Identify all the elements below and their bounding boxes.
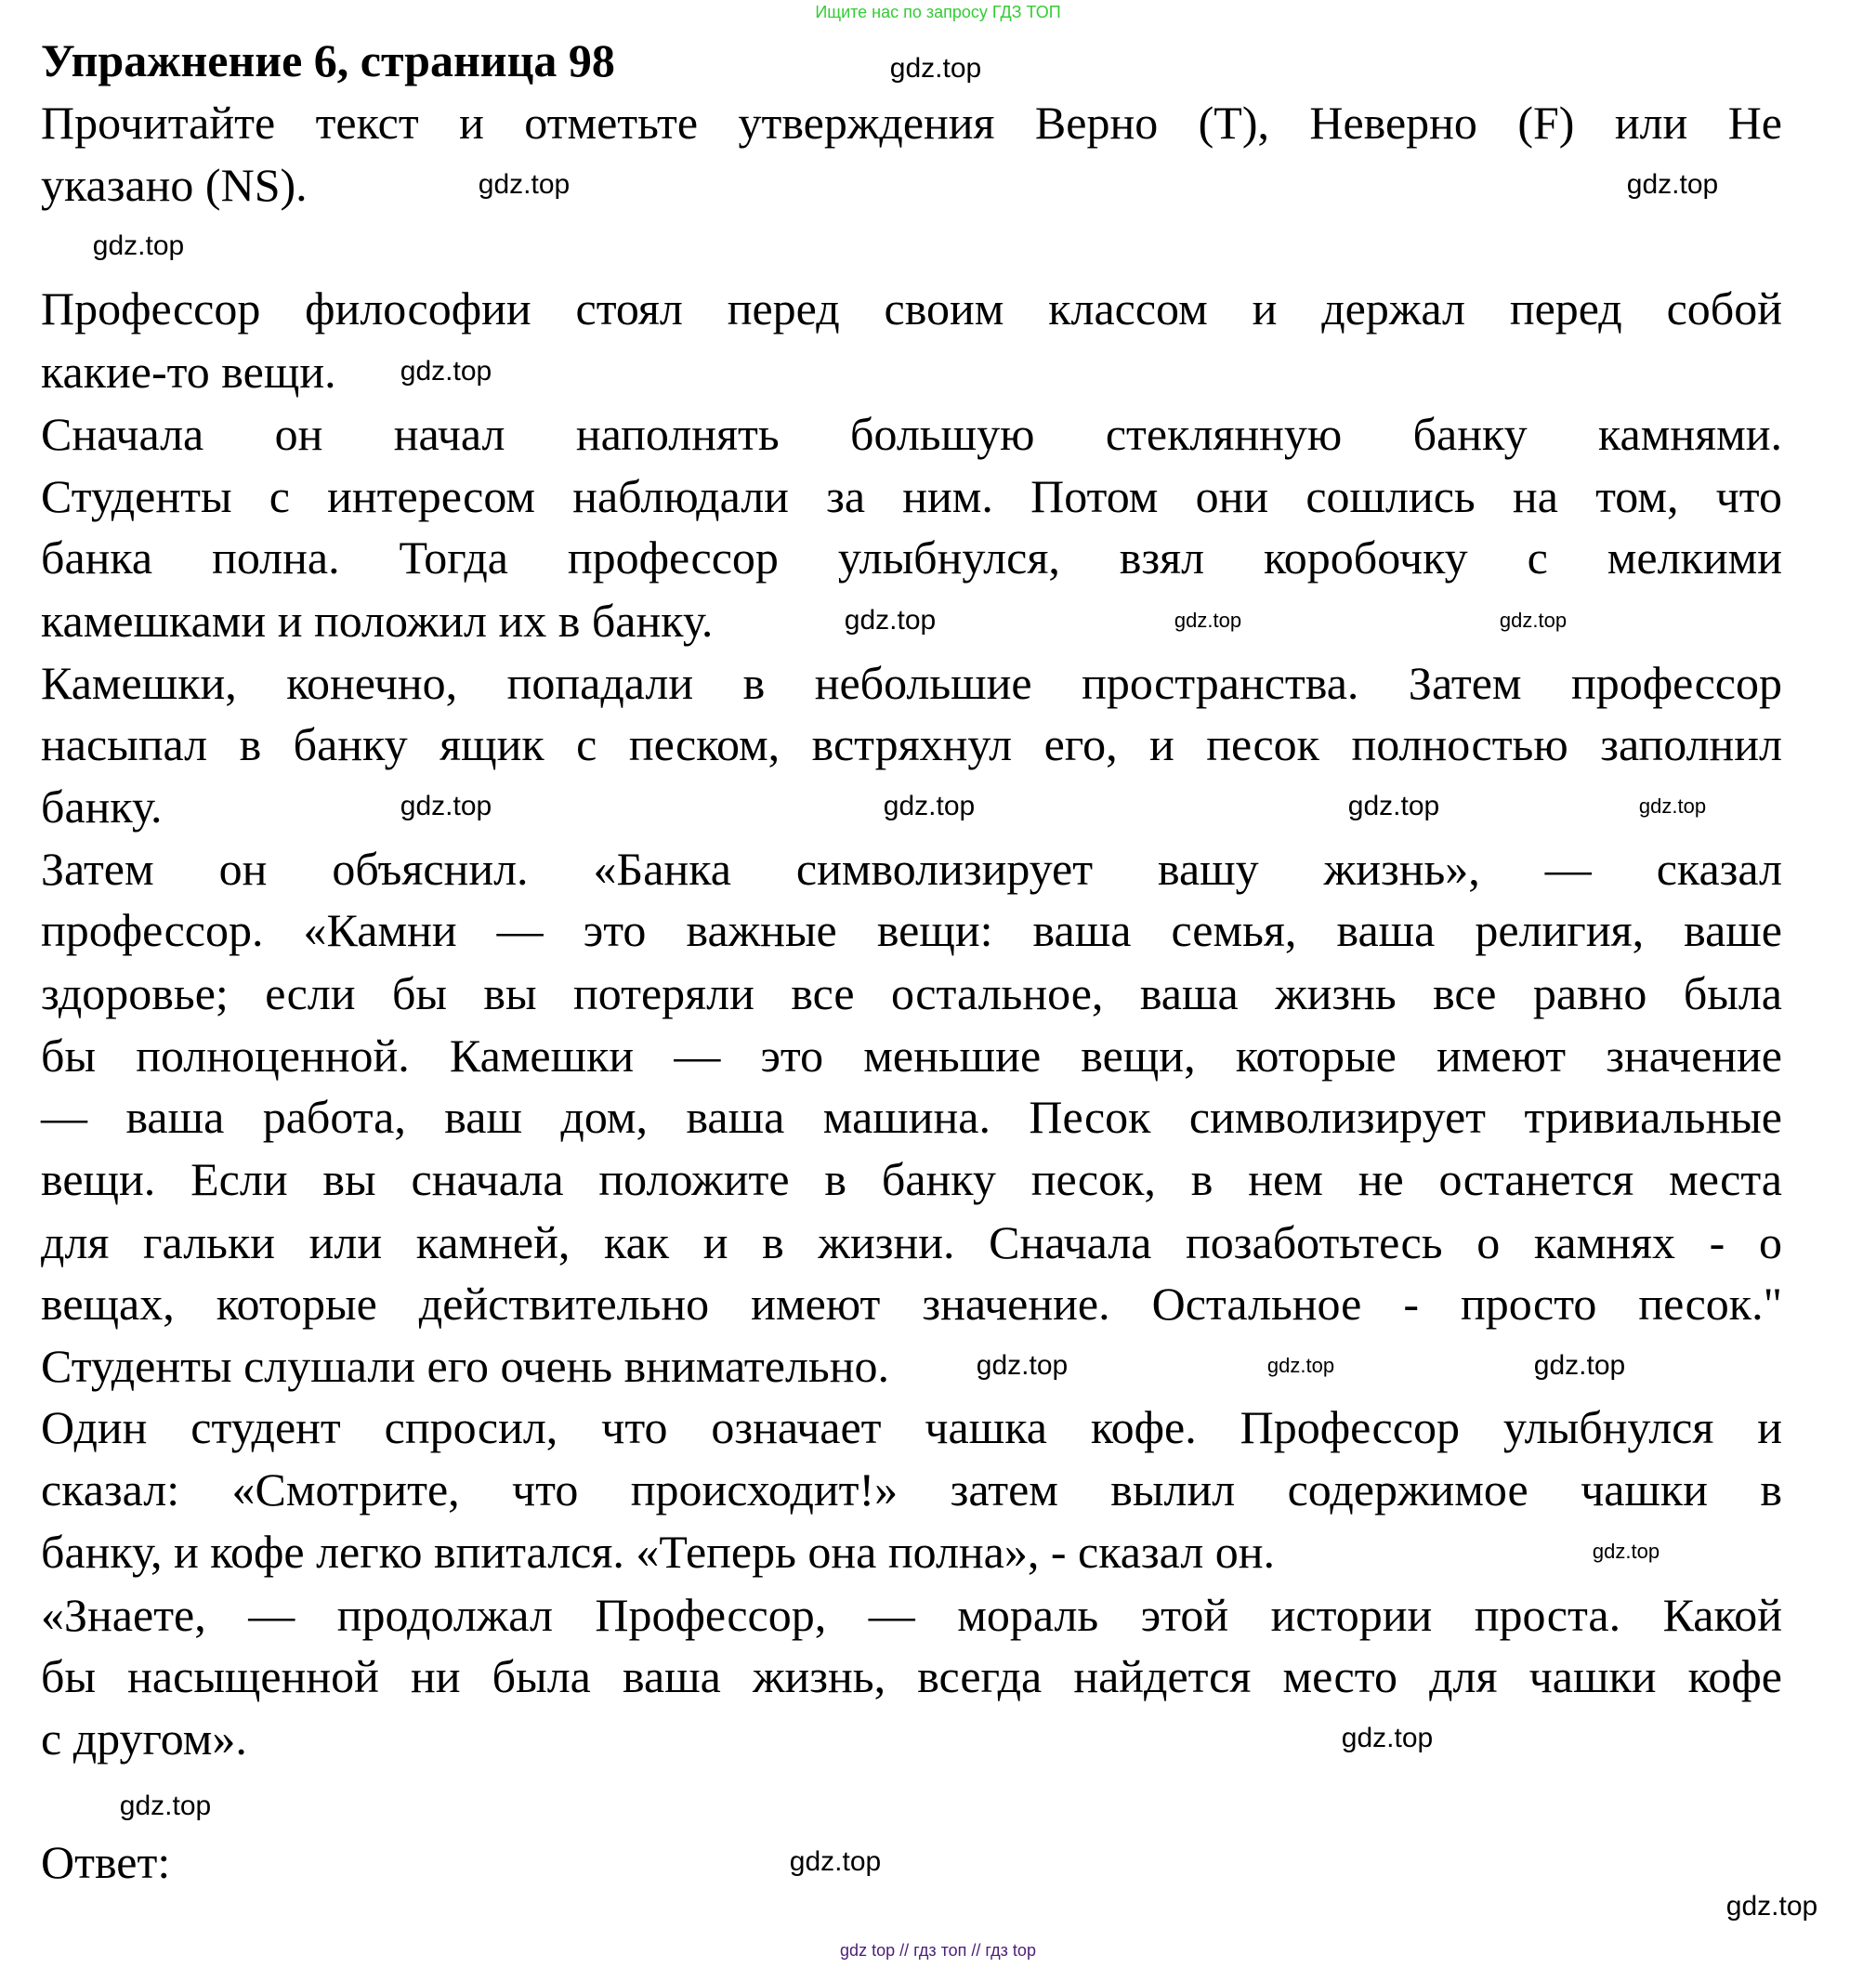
watermark: gdz.top <box>1725 1891 1818 1922</box>
text-line: Студенты с интересом наблюдали за ним. Потом они сошлись на том, что <box>41 470 1782 522</box>
watermark: gdz.top <box>1347 791 1440 821</box>
watermark: gdz.top <box>1341 1723 1434 1753</box>
text-line: банку. <box>41 781 163 833</box>
text-line: бы полноценной. Камешки — это меньшие вещи, которые имеют значение <box>41 1030 1782 1082</box>
text-line: вещах, которые действительно имеют значение. Остальное - просто песок." <box>41 1278 1782 1330</box>
watermark: gdz.top <box>1499 609 1568 632</box>
text-line: Студенты слушали его очень внимательно. <box>41 1340 889 1392</box>
page-title: Упражнение 6, страница 98 <box>41 34 615 86</box>
text-line: профессор. «Камни — это важные вещи: ваша семья, ваша религия, ваше <box>41 904 1782 956</box>
watermark: gdz.top <box>400 356 492 387</box>
text-line: Затем он объяснил. «Банка символизирует вашу жизнь», — сказал <box>41 843 1782 895</box>
text-line: Сначала он начал наполнять большую стеклянную банку камнями. <box>41 408 1782 460</box>
watermark: gdz.top <box>789 1846 882 1877</box>
text-line: здоровье; если бы вы потеряли все остальное, ваша жизнь все равно была <box>41 967 1782 1019</box>
text-line: для гальки или камней, как и в жизни. Сначала позаботьтесь о камнях - о <box>41 1216 1782 1268</box>
top-banner: Ищите нас по запросу ГДЗ ТОП <box>815 3 1061 21</box>
text-line: вещи. Если вы сначала положите в банку песок, в нем не останется места <box>41 1153 1782 1205</box>
bottom-banner: gdz top // гдз топ // гдз top <box>840 1941 1036 1960</box>
watermark: gdz.top <box>1266 1354 1335 1377</box>
text-line: банка полна. Тогда профессор улыбнулся, взял коробочку с мелкими <box>41 531 1782 584</box>
watermark: gdz.top <box>1626 169 1719 200</box>
text-line: сказал: «Смотрите, что происходит!» затем вылил содержимое чашки в <box>41 1463 1782 1515</box>
text-line: насыпал в банку ящик с песком, встряхнул его, и песок полностью заполнил <box>41 718 1782 770</box>
text-line: Камешки, конечно, попадали в небольшие пространства. Затем профессор <box>41 657 1782 709</box>
watermark: gdz.top <box>119 1791 212 1821</box>
watermark: gdz.top <box>889 53 982 84</box>
answer-label: Ответ: <box>41 1836 171 1888</box>
text-line: бы насыщенной ни была ваша жизнь, всегда найдется место для чашки кофе <box>41 1650 1782 1702</box>
text-line: Профессор философии стоял перед своим классом и держал перед собой <box>41 282 1782 335</box>
text-line: какие-то вещи. <box>41 346 336 398</box>
watermark: gdz.top <box>1533 1350 1626 1381</box>
watermark: gdz.top <box>400 791 492 821</box>
watermark: gdz.top <box>478 169 571 200</box>
text-line: указано (NS). <box>41 159 308 211</box>
watermark: gdz.top <box>1638 794 1707 818</box>
text-line: с другом». <box>41 1712 247 1765</box>
text-line: — ваша работа, ваш дом, ваша машина. Песок символизирует тривиальные <box>41 1091 1782 1143</box>
text-line: Один студент спросил, что означает чашка кофе. Профессор улыбнулся и <box>41 1401 1782 1453</box>
text-line: Прочитайте текст и отметьте утверждения Верно (T), Неверно (F) или Не <box>41 97 1782 149</box>
watermark: gdz.top <box>92 230 185 261</box>
watermark: gdz.top <box>1174 609 1242 632</box>
watermark: gdz.top <box>844 605 937 636</box>
text-line: «Знаете, — продолжал Профессор, — мораль этой истории проста. Какой <box>41 1589 1782 1641</box>
watermark: gdz.top <box>976 1350 1069 1381</box>
text-line: камешками и положил их в банку. <box>41 595 714 647</box>
watermark: gdz.top <box>883 791 976 821</box>
text-line: банку, и кофе легко впитался. «Теперь она полна», - сказал он. <box>41 1526 1276 1578</box>
watermark: gdz.top <box>1592 1540 1660 1563</box>
